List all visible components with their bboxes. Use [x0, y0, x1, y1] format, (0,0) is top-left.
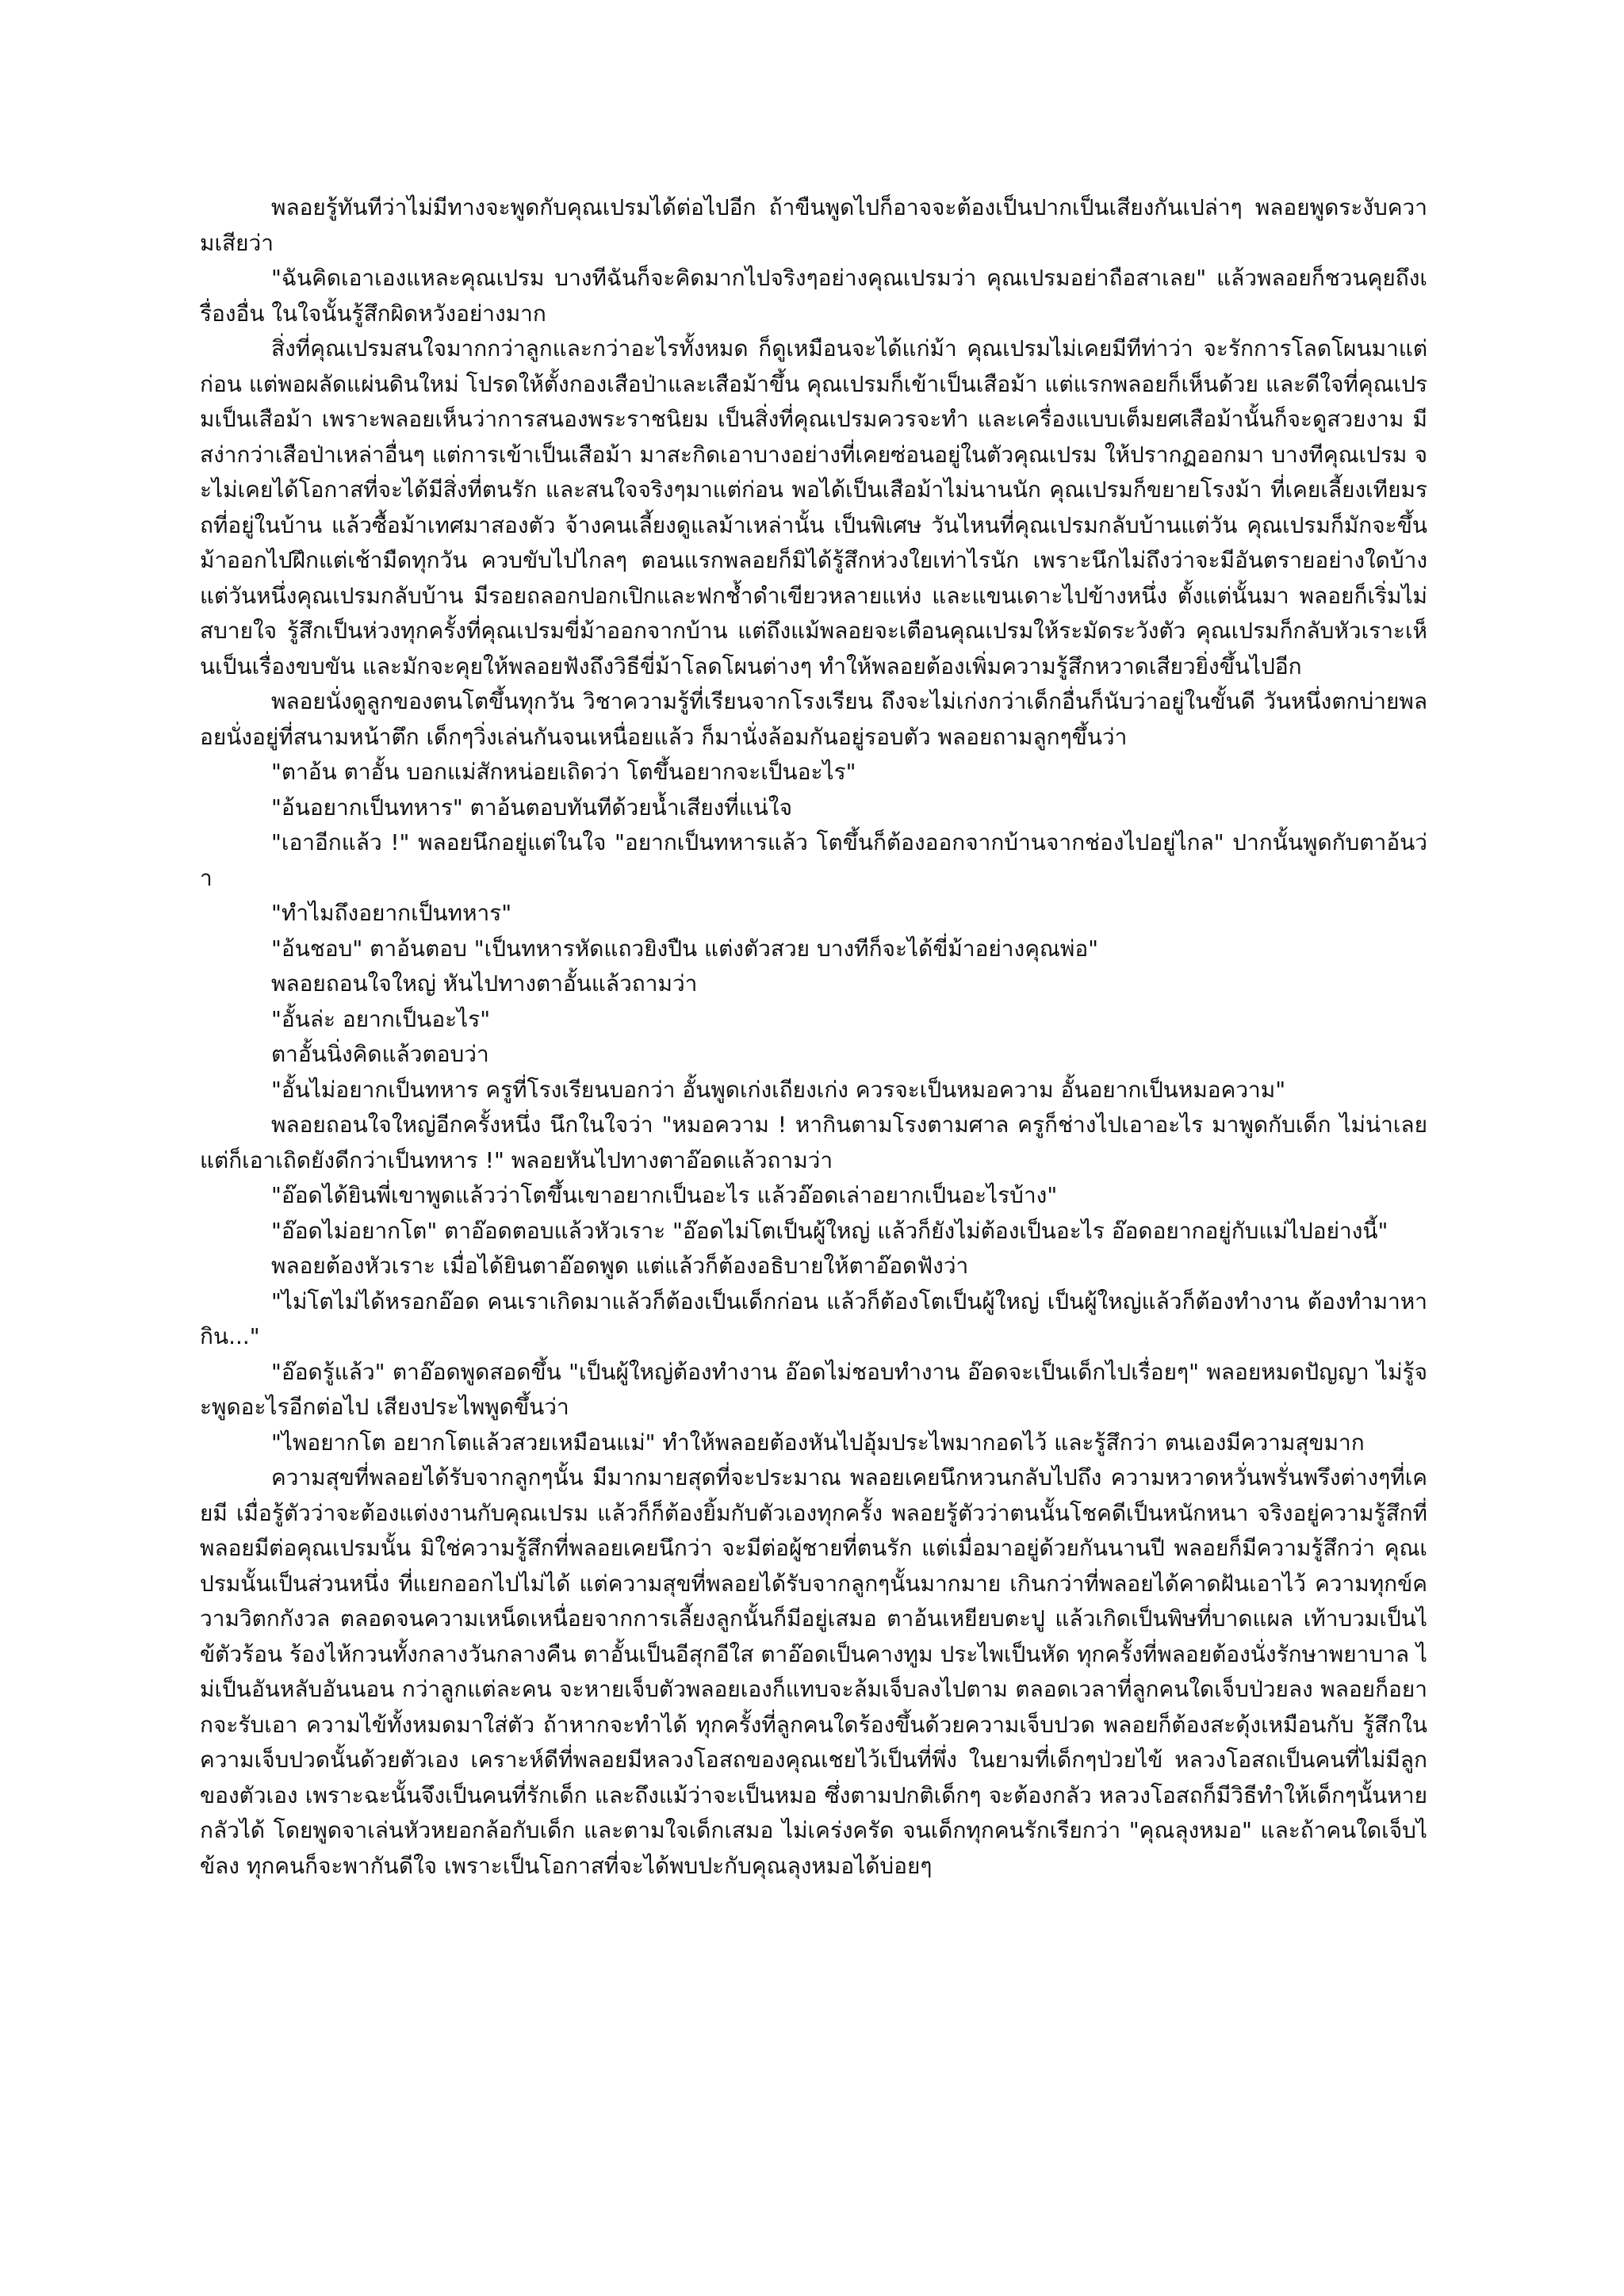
paragraph: พลอยถอนใจใหญ่ หันไปทางตาอั้นแล้วถามว่า [271, 970, 698, 997]
paragraph: พลอยนั่งดูลูกของตนโตขึ้นทุกวัน วิชาความรู้ที่เรียนจากโรงเรียน ถึงจะไม่เก่งกว่าเด็กอื่นก็นับว่าอยู่ในขั้นดี วันหนึ่งตกบ่ายพลอยนั่งอยู่ที่สนามหน้าตึก เด็กๆวิ่งเล่นกันจนเหนื่อยแล้ว ก็มานั่งล้อมกันอยู่รอบตัว พลอยถามลูกๆขึ้นว่า [200, 688, 1427, 750]
paragraph: "อ้นชอบ" ตาอ้นตอบ "เป็นทหารหัดแถวยิงปืน แต่งตัวสวย บางทีก็จะได้ขี่ม้าอย่างคุณพ่อ" [271, 935, 1099, 962]
paragraph: "ไพอยากโต อยากโตแล้วสวยเหมือนแม่" ทำให้พลอยต้องหันไปอุ้มประไพมากอดไว้ และรู้สึกว่า ตนเองมีความสุขมาก [271, 1429, 1365, 1456]
paragraph: "อั้นล่ะ อยากเป็นอะไร" [271, 1005, 491, 1032]
paragraph: "อั้นไม่อยากเป็นทหาร ครูที่โรงเรียนบอกว่า อั้นพูดเก่งเถียงเก่ง ควรจะเป็นหมอความ อั้นอยากเป็นหมอความ" [271, 1076, 1286, 1103]
paragraph: "ฉันคิดเอาเองแหละคุณเปรม บางทีฉันก็จะคิดมากไปจริงๆอย่างคุณเปรมว่า คุณเปรมอย่าถือสาเลย" แล้วพลอยก็ชวนคุยถึงเรื่องอื่น ในใจนั้นรู้สึกผิดหวังอย่างมาก [200, 265, 1427, 327]
paragraph: พลอยรู้ทันทีว่าไม่มีทางจะพูดกับคุณเปรมได้ต่อไปอีก ถ้าขืนพูดไปก็อาจจะต้องเป็นปากเป็นเสียงกันเปล่าๆ พลอยพูดระงับความเสียว่า [200, 194, 1427, 256]
paragraph: "อ๊อดไม่อยากโต" ตาอ๊อดตอบแล้วหัวเราะ "อ๊อดไม่โตเป็นผู้ใหญ่ แล้วก็ยังไม่ต้องเป็นอะไร อ๊อดอยากอยู่กับแม่ไปอย่างนี้" [271, 1217, 1388, 1244]
paragraph: "อ๊อดได้ยินพี่เขาพูดแล้วว่าโตขึ้นเขาอยากเป็นอะไร แล้วอ๊อดเล่าอยากเป็นอะไรบ้าง" [271, 1182, 1058, 1208]
paragraph: "เอาอีกแล้ว !" พลอยนึกอยู่แต่ในใจ "อยากเป็นทหารแล้ว โตขึ้นก็ต้องออกจากบ้านจากช่องไปอยู่ไกล" ปากนั้นพูดกับตาอ้นว่า [200, 829, 1427, 891]
paragraph: "อ้นอยากเป็นทหาร" ตาอ้นตอบทันทีด้วยน้ำเสียงที่แน่ใจ [271, 794, 793, 821]
paragraph: ความสุขที่พลอยได้รับจากลูกๆนั้น มีมากมายสุดที่จะประมาณ พลอยเคยนึกหวนกลับไปถึง ความหวาดหวั่นพรั่นพรึงต่างๆที่เคยมี เมื่อรู้ตัวว่าจะต้องแต่งงานกับคุณเปรม แล้วก็ก็ต้องยิ้มกับตัวเองทุกครั้ง พลอยรู้ตัวว่าตนนั้นโชคดีเป็นหนักหนา จริงอยู่ความรู้สึกที่พลอยมีต่อคุณเปรมนั้น มิใช่ความรู้สึกที่พลอยเคยนึกว่า จะมีต่อผู้ชายที่ตนรัก แต่เมื่อมาอยู่ด้วยกันนานปี พลอยก็มีความรู้สึกว่า คุณเปรมนั้นเป็นส่วนหนึ่ง ที่แยกออกไปไม่ได้ แต่ความสุขที่พลอยได้รับจากลูกๆนั้นมากมาย เกินกว่าที่พลอยได้คาดฝันเอาไว้ ความทุกข์ความวิตกกังวล ตลอดจนความเหน็ดเหนื่อยจากการเลี้ยงลูกนั้นก็มีอยู่เสมอ ตาอ้นเหยียบตะปู แล้วเกิดเป็นพิษที่บาดแผล เท้าบวมเป็นไข้ตัวร้อน ร้องไห้กวนทั้งกลางวันกลางคืน ตาอั้นเป็นอีสุกอีใส ตาอ๊อดเป็นคางทูม ประไพเป็นหัด ทุกครั้งที่พลอยต้องนั่งรักษาพยาบาล ไม่เป็นอันหลับอันนอน กว่าลูกแต่ละคน จะหายเจ็บตัวพลอยเองก็แทบจะล้มเจ็บลงไปตาม ตลอดเวลาที่ลูกคนใดเจ็บป่วยลง พลอยก็อยากจะรับเอา ความไข้ทั้งหมดมาใส่ตัว ถ้าหากจะทำได้ ทุกครั้งที่ลูกคนใดร้องขึ้นด้วยความเจ็บปวด พลอยก็ต้องสะดุ้งเหมือนกับ รู้สึกในความเจ็บปวดนั้นด้วยตัวเอง เคราะห์ดีที่พลอยมีหลวงโอสถของคุณเชยไว้เป็นที่พึ่ง ในยามที่เด็กๆป่วยไข้ หลวงโอสถเป็นคนที่ไม่มีลูกของตัวเอง เพราะฉะนั้นจึงเป็นคนที่รักเด็ก และถึงแม้ว่าจะเป็นหมอ ซึ่งตามปกติเด็กๆ จะต้องกลัว หลวงโอสถก็มีวิธีทำให้เด็กๆนั้นหายกลัวได้ โดยพูดจาเล่นหัวหยอกล้อกับเด็ก และตามใจเด็กเสมอ ไม่เคร่งครัด จนเด็กทุกคนรักเรียกว่า "คุณลุงหมอ" และถ้าคนใดเจ็บไข้ลง ทุกคนก็จะพากันดีใจ เพราะเป็นโอกาสที่จะได้พบปะกับคุณลุงหมอได้บ่อยๆ [200, 1464, 1427, 1879]
paragraph: พลอยถอนใจใหญ่อีกครั้งหนึ่ง นึกในใจว่า "หมอความ ! หากินตามโรงตามศาล ครูก็ช่างไปเอาอะไร มาพูดกับเด็ก ไม่น่าเลย แต่ก็เอาเถิดยังดีกว่าเป็นทหาร !" พลอยหันไปทางตาอ๊อดแล้วถามว่า [200, 1112, 1427, 1173]
paragraph: "อ๊อดรู้แล้ว" ตาอ๊อดพูดสอดขึ้น "เป็นผู้ใหญ่ต้องทำงาน อ๊อดไม่ชอบทำงาน อ๊อดจะเป็นเด็กไปเรื่อยๆ" พลอยหมดปัญญา ไม่รู้จะพูดอะไรอีกต่อไป เสียงประไพพูดขึ้นว่า [200, 1358, 1427, 1420]
paragraph: สิ่งที่คุณเปรมสนใจมากกว่าลูกและกว่าอะไรทั้งหมด ก็ดูเหมือนจะได้แก่ม้า คุณเปรมไม่เคยมีทีท่าว่า จะรักการโลดโผนมาแต่ก่อน แต่พอผลัดแผ่นดินใหม่ โปรดให้ตั้งกองเสือป่าและเสือม้าขึ้น คุณเปรมก็เข้าเป็นเสือม้า แต่แรกพลอยก็เห็นด้วย และดีใจที่คุณเปรมเป็นเสือม้า เพราะพลอยเห็นว่าการสนองพระราชนิยม เป็นสิ่งที่คุณเปรมควรจะทำ และเครื่องแบบเต็มยศเสือม้านั้นก็จะดูสวยงาม มีสง่ากว่าเสือป่าเหล่าอื่นๆ แต่การเข้าเป็นเสือม้า มาสะกิดเอาบางอย่างที่เคยซ่อนอยู่ในตัวคุณเปรม ให้ปรากฏออกมา บางทีคุณเปรม จะไม่เคยได้โอกาสที่จะได้มีสิ่งที่ตนรัก และสนใจจริงๆมาแต่ก่อน พอได้เป็นเสือม้าไม่นานนัก คุณเปรมก็ขยายโรงม้า ที่เคยเลี้ยงเทียมรถที่อยู่ในบ้าน แล้วซื้อม้าเทศมาสองตัว จ้างคนเลี้ยงดูแลม้าเหล่านั้น เป็นพิเศษ วันไหนที่คุณเปรมกลับบ้านแต่วัน คุณเปรมก็มักจะขึ้นม้าออกไปฝึกแต่เช้ามืดทุกวัน ควบขับไปไกลๆ ตอนแรกพลอยก็มิได้รู้สึกห่วงใยเท่าไรนัก เพราะนึกไม่ถึงว่าจะมีอันตรายอย่างใดบ้าง แต่วันหนึ่งคุณเปรมกลับบ้าน มีรอยถลอกปอกเปิกและฟกช้ำดำเขียวหลายแห่ง และแขนเดาะไปข้างหนึ่ง ตั้งแต่นั้นมา พลอยก็เริ่มไม่สบายใจ รู้สึกเป็นห่วงทุกครั้งที่คุณเปรมขี่ม้าออกจากบ้าน แต่ถึงแม้พลอยจะเตือนคุณเปรมให้ระมัดระวังตัว คุณเปรมก็กลับหัวเราะเห็นเป็นเรื่องขบขัน และมักจะคุยให้พลอยฟังถึงวิธีขี่ม้าโลดโผนต่างๆ ทำให้พลอยต้องเพิ่มความรู้สึกหวาดเสียวยิ่งขึ้นไปอีก [200, 335, 1427, 679]
paragraph: "ตาอ้น ตาอั้น บอกแม่สักหน่อยเถิดว่า โตขึ้นอยากจะเป็นอะไร" [271, 759, 856, 785]
paragraph: "ทำไมถึงอยากเป็นทหาร" [271, 900, 512, 926]
paragraph: "ไม่โตไม่ได้หรอกอ๊อด คนเราเกิดมาแล้วก็ต้องเป็นเด็กก่อน แล้วก็ต้องโตเป็นผู้ใหญ่ เป็นผู้ใหญ่แล้วก็ต้องทำงาน ต้องทำมาหากิน..." [200, 1288, 1427, 1349]
document-page [200, 190, 1427, 1884]
paragraph: พลอยต้องหัวเราะ เมื่อได้ยินตาอ๊อดพูด แต่แล้วก็ต้องอธิบายให้ตาอ๊อดฟังว่า [271, 1253, 969, 1279]
paragraph: ตาอั้นนิ่งคิดแล้วตอบว่า [271, 1041, 489, 1067]
